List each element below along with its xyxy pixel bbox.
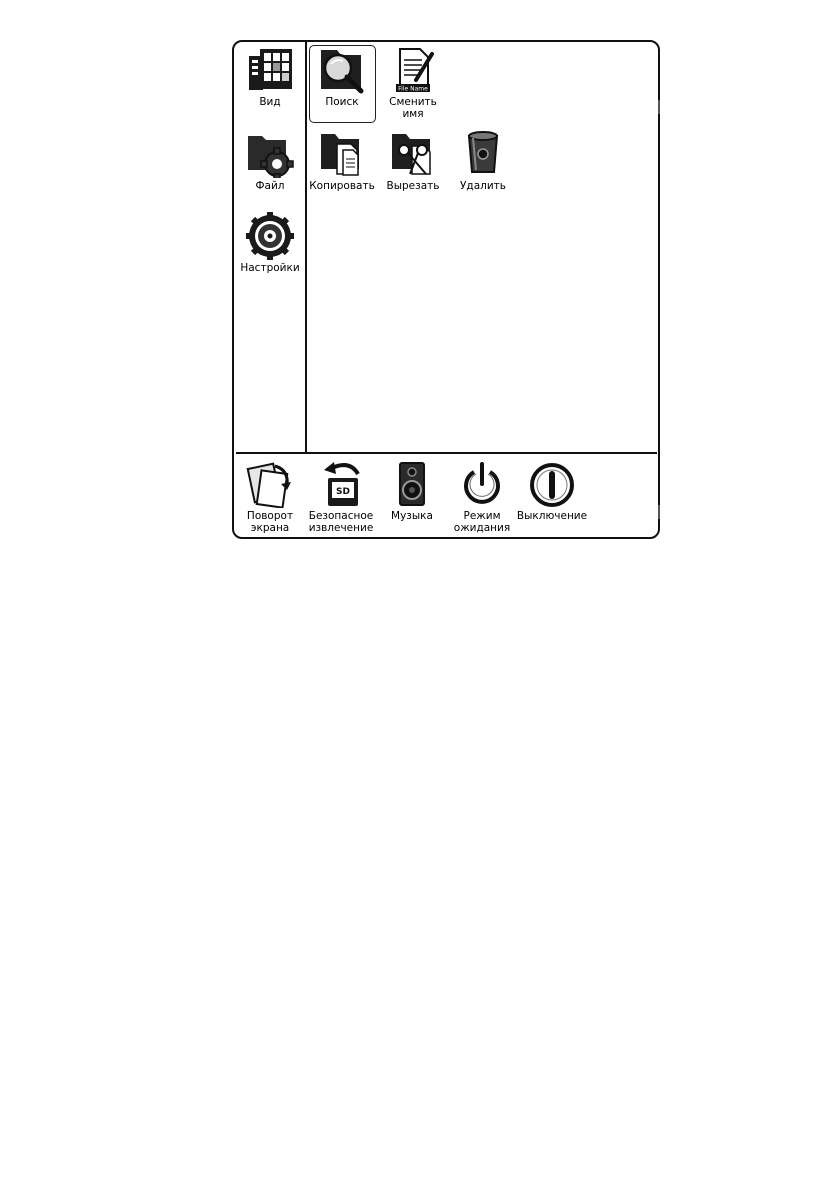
search-button[interactable] [302,46,382,108]
rename-button-label: Сменить имя [389,96,437,120]
sidebar-item-label: Файл [255,180,285,192]
settings-gear-icon [245,212,295,260]
rotate-screen-button[interactable] [230,460,310,534]
power-off-icon [527,460,577,508]
copy-button[interactable] [302,128,382,192]
sidebar-item-view[interactable] [230,46,310,108]
safe-eject-label: Безопасное извлечение [308,510,374,534]
sidebar-item-label: Настройки [240,262,300,274]
file-rename-icon [388,46,438,94]
file-name-badge: File Name [398,85,428,93]
trash-bin-icon [458,128,508,178]
cut-button-label: Вырезать [386,180,440,192]
speaker-icon [387,460,437,508]
power-off-button[interactable] [512,460,592,522]
music-label: Музыка [391,510,433,522]
cut-button[interactable] [373,128,453,192]
rotate-screen-label: Поворот экрана [246,510,294,534]
folder-cut-icon [388,128,438,178]
power-off-label: Выключение [516,510,588,522]
view-grid-icon [246,46,294,94]
folder-copy-icon [317,128,367,178]
delete-button[interactable] [443,128,523,192]
sidebar-item-file[interactable] [230,128,310,192]
folder-search-icon [317,46,367,94]
rotate-screen-icon [245,460,295,508]
rename-button[interactable] [373,46,453,120]
music-button[interactable] [372,460,452,522]
svg-text:SD: SD [336,487,350,497]
safe-eject-button[interactable] [301,460,381,534]
copy-button-label: Копировать [309,180,375,192]
delete-button-label: Удалить [460,180,506,192]
standby-button[interactable] [442,460,522,534]
sidebar-item-settings[interactable] [230,212,310,274]
edge-mark [658,505,660,519]
bottom-bar-divider [236,452,657,454]
search-button-label: Поиск [325,96,359,108]
sd-eject-icon [316,460,366,508]
folder-gear-icon [245,128,295,178]
edge-mark [658,100,660,114]
sidebar-item-label: Вид [259,96,281,108]
standby-icon [457,460,507,508]
standby-label: Режим ожидания [453,510,511,534]
